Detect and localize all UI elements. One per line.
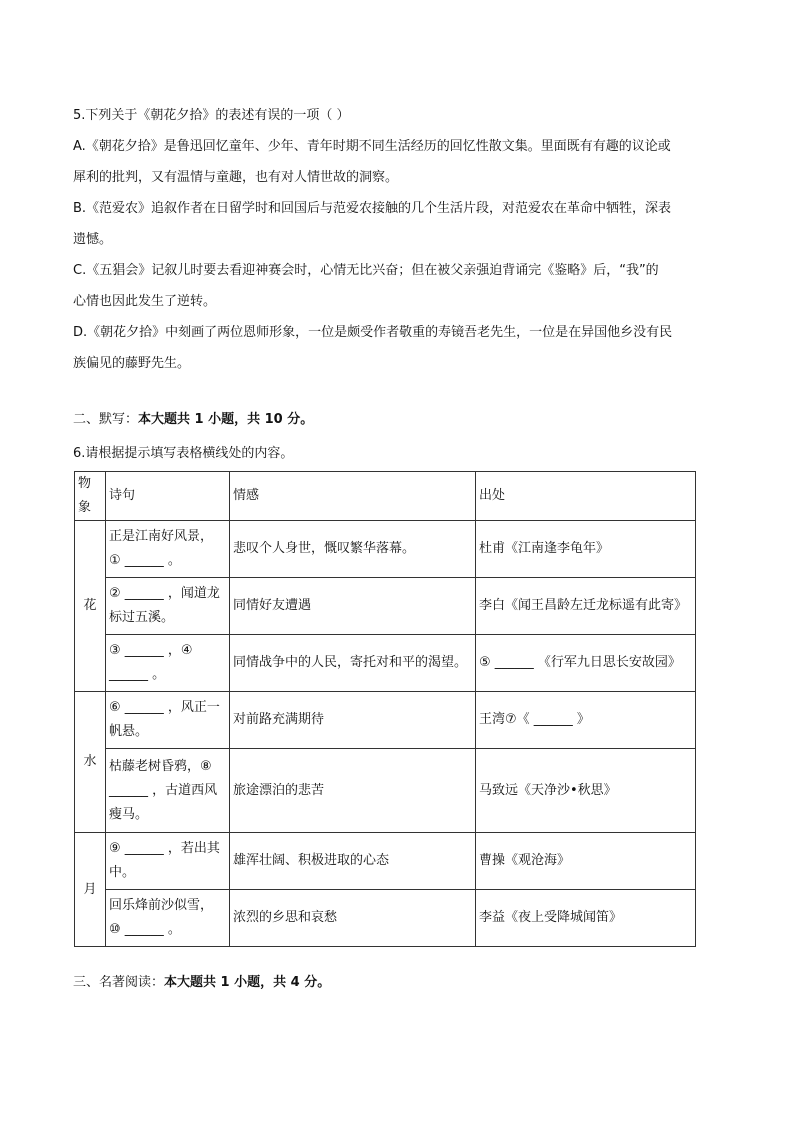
poem-cell	[106, 833, 230, 890]
source-cell: 曹操《观沧海》	[476, 833, 696, 890]
poem-line: ⑥ ______ ，风正一	[109, 700, 220, 715]
poem-line: 正是江南好风景，	[109, 529, 214, 544]
poem-table	[74, 471, 696, 947]
poem-line: ② ______ ，闻道龙	[109, 586, 220, 601]
header-object: 物象	[75, 472, 106, 521]
poem-cell	[106, 578, 230, 635]
option-c-line-2: 心情也因此发生了逆转。	[73, 294, 217, 309]
poem-line: 中。	[109, 865, 136, 880]
emotion-cell: 雄浑壮阔、积极进取的心态	[230, 833, 476, 890]
table-row	[75, 749, 696, 833]
question-5	[73, 100, 723, 379]
table-row	[75, 635, 696, 692]
poem-line: 瘦马。	[109, 806, 149, 822]
question-5-title: 5.下列关于《朝花夕拾》的表述有误的一项（ ）	[73, 108, 350, 123]
category-moon: 月	[75, 833, 106, 947]
poem-line: ⑨ ______ ，若出其	[109, 841, 220, 856]
emotion-cell: 同情战争中的人民，寄托对和平的渴望。	[230, 635, 476, 692]
source-cell: 李益《夜上受降城闻笛》	[476, 890, 696, 947]
section-3-heading	[73, 973, 330, 993]
question-6-title: 6.请根据提示填写表格横线处的内容。	[73, 446, 294, 461]
poem-line: 枯藤老树昏鸦，⑧	[109, 758, 212, 774]
option-d-line-2: 族偏见的藤野先生。	[73, 356, 191, 371]
option-c-line-1: C.《五猖会》记叙儿时要去看迎神赛会时，心情无比兴奋；但在被父亲强迫背诵完《鉴略》后，“我”的	[73, 263, 659, 278]
table-row	[75, 692, 696, 749]
category-water: 水	[75, 692, 106, 833]
table-row	[75, 890, 696, 947]
header-poem: 诗句	[106, 472, 230, 521]
table-header-row	[75, 472, 696, 521]
section-3-info: 本大题共 1 小题，共 4 分。	[164, 975, 331, 990]
poem-line: ______ ，古道西风	[109, 782, 218, 798]
poem-line: ① ______ 。	[109, 553, 181, 568]
poem-cell	[106, 521, 230, 578]
option-b-line-1: B.《范爱农》追叙作者在日留学时和回国后与范爱农接触的几个生活片段，对范爱农在革命中牺牲，深表	[73, 201, 672, 216]
poem-line: 帆悬。	[109, 724, 149, 739]
poem-line: ______ 。	[109, 667, 166, 682]
header-source: 出处	[476, 472, 696, 521]
table-row	[75, 833, 696, 890]
table-row	[75, 521, 696, 578]
header-emotion: 情感	[230, 472, 476, 521]
section-2-heading	[73, 410, 313, 430]
poem-cell	[106, 749, 230, 833]
option-d-line-1: D.《朝花夕拾》中刻画了两位恩师形象，一位是颇受作者敬重的寿镜吾老先生，一位是在异国他乡没有民	[73, 325, 673, 340]
poem-cell	[106, 635, 230, 692]
source-cell: 杜甫《江南逢李龟年》	[476, 521, 696, 578]
emotion-cell: 悲叹个人身世，慨叹繁华落幕。	[230, 521, 476, 578]
poem-line: 标过五溪。	[109, 610, 175, 625]
section-2-info: 本大题共 1 小题，共 10 分。	[138, 412, 314, 427]
option-a-line-2: 犀利的批判，又有温情与童趣，也有对人情世故的洞察。	[73, 170, 399, 185]
category-flower: 花	[75, 521, 106, 692]
section-3-prefix: 三、名著阅读：	[73, 975, 165, 990]
poem-line: ③ ______ ，④	[109, 643, 193, 658]
option-b-line-2: 遗憾。	[73, 232, 113, 247]
table-row	[75, 578, 696, 635]
option-a-line-1: A.《朝花夕拾》是鲁迅回忆童年、少年、青年时期不同生活经历的回忆性散文集。里面既有有趣的议论或	[73, 139, 671, 154]
source-cell: ⑤ ______ 《行军九日思长安故园》	[476, 635, 696, 692]
emotion-cell: 浓烈的乡思和哀愁	[230, 890, 476, 947]
poem-line: ⑩ ______ 。	[109, 922, 181, 937]
emotion-cell: 对前路充满期待	[230, 692, 476, 749]
source-cell: 李白《闻王昌龄左迁龙标遥有此寄》	[476, 578, 696, 635]
poem-cell	[106, 692, 230, 749]
poem-line: 回乐烽前沙似雪，	[109, 898, 214, 913]
source-cell: 王湾⑦《 ______ 》	[476, 692, 696, 749]
source-cell: 马致远《天净沙•秋思》	[476, 749, 696, 833]
section-2-prefix: 二、默写：	[73, 412, 139, 427]
emotion-cell: 同情好友遭遇	[230, 578, 476, 635]
poem-cell	[106, 890, 230, 947]
emotion-cell: 旅途漂泊的悲苦	[230, 749, 476, 833]
